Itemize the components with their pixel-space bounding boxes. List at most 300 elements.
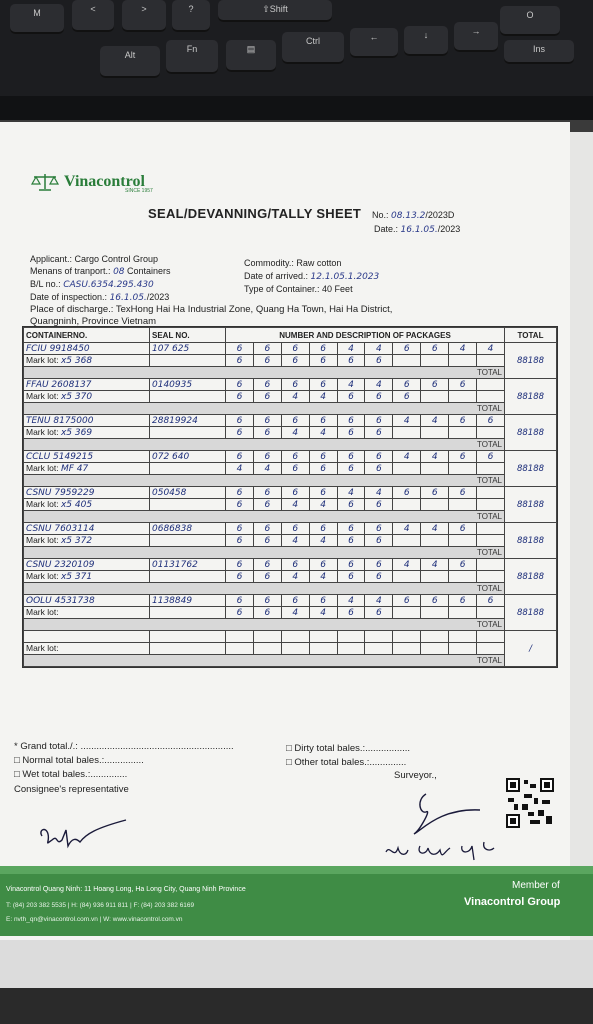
seal-extra xyxy=(150,535,226,547)
package-count: 4 xyxy=(337,595,365,607)
table-row xyxy=(24,343,557,355)
package-count: 6 xyxy=(337,559,365,571)
header-container: CONTAINERNO. xyxy=(24,328,150,343)
package-count: 6 xyxy=(477,451,505,463)
key-ins[interactable]: Ins xyxy=(504,40,574,64)
package-count: 6 xyxy=(253,427,281,439)
table-row xyxy=(24,487,557,499)
package-count xyxy=(477,463,505,475)
package-count xyxy=(449,607,477,619)
package-count: 4 xyxy=(393,451,421,463)
package-count xyxy=(449,355,477,367)
row-total-value: 88188 xyxy=(505,451,557,487)
row-total-value: 88188 xyxy=(505,487,557,523)
key-down[interactable]: ↓ xyxy=(404,26,448,56)
row-total-value: / xyxy=(505,631,557,667)
package-count xyxy=(337,643,365,655)
container-number: FCIU 9918450 xyxy=(24,343,150,355)
key-period[interactable]: > xyxy=(122,0,166,32)
package-count xyxy=(421,355,449,367)
package-count: 6 xyxy=(281,379,309,391)
package-count: 6 xyxy=(253,487,281,499)
package-count xyxy=(393,463,421,475)
discharge-place: Place of discharge.: TexHong Hai Ha Industrial Zone, Quang Ha Town, Hai Ha District, xyxy=(30,304,393,315)
logo-since: SINCE 1957 xyxy=(125,188,153,194)
package-count: 4 xyxy=(281,499,309,511)
container-number: OOLU 4531738 xyxy=(24,595,150,607)
package-count xyxy=(281,631,309,643)
package-count xyxy=(393,499,421,511)
package-count xyxy=(477,559,505,571)
package-count: 4 xyxy=(421,415,449,427)
package-count xyxy=(393,427,421,439)
package-count: 6 xyxy=(309,415,337,427)
seal-extra xyxy=(150,643,226,655)
table-row xyxy=(24,379,557,391)
package-count: 6 xyxy=(309,595,337,607)
seal-extra xyxy=(150,391,226,403)
mark-lot: Mark lot: x5 371 xyxy=(24,571,150,583)
mark-lot: Mark lot: xyxy=(24,607,150,619)
package-count xyxy=(421,535,449,547)
key-slash[interactable]: ? xyxy=(172,0,210,32)
key-o[interactable]: O xyxy=(500,6,560,36)
container-number xyxy=(24,631,150,643)
seal-number: 28819924 xyxy=(150,415,226,427)
package-count: 6 xyxy=(421,595,449,607)
package-count: 4 xyxy=(421,523,449,535)
container-number: TENU 8175000 xyxy=(24,415,150,427)
total-label: TOTAL xyxy=(24,547,505,559)
package-count: 6 xyxy=(309,355,337,367)
seal-number: 0686838 xyxy=(150,523,226,535)
package-count xyxy=(421,391,449,403)
package-count xyxy=(477,355,505,367)
key-m[interactable]: M xyxy=(10,4,64,34)
package-count xyxy=(226,643,254,655)
total-label: TOTAL xyxy=(24,583,505,595)
seal-extra xyxy=(150,427,226,439)
table-row xyxy=(24,547,557,559)
package-count: 6 xyxy=(226,487,254,499)
container-number: CCLU 5149215 xyxy=(24,451,150,463)
row-total-value: 88188 xyxy=(505,559,557,595)
package-count xyxy=(449,631,477,643)
package-count: 6 xyxy=(309,559,337,571)
package-count xyxy=(477,427,505,439)
package-count: 6 xyxy=(309,487,337,499)
package-count: 6 xyxy=(449,559,477,571)
applicant: Applicant.: Cargo Control Group xyxy=(30,254,159,264)
package-count xyxy=(393,607,421,619)
package-count xyxy=(337,631,365,643)
mark-lot: Mark lot: x5 372 xyxy=(24,535,150,547)
row-total-value: 88188 xyxy=(505,379,557,415)
package-count: 6 xyxy=(226,571,254,583)
package-count: 6 xyxy=(226,451,254,463)
package-count: 4 xyxy=(337,487,365,499)
package-count: 4 xyxy=(477,343,505,355)
package-count xyxy=(226,631,254,643)
package-count: 6 xyxy=(281,451,309,463)
table-row xyxy=(24,403,557,415)
band-accent xyxy=(0,866,593,874)
key-alt[interactable]: Alt xyxy=(100,46,160,78)
container-number: CSNU 7959229 xyxy=(24,487,150,499)
package-count xyxy=(477,643,505,655)
header-seal: SEAL NO. xyxy=(150,328,226,343)
package-count xyxy=(393,571,421,583)
package-count xyxy=(393,535,421,547)
package-count: 6 xyxy=(337,427,365,439)
package-count: 4 xyxy=(393,415,421,427)
total-label: TOTAL xyxy=(24,367,505,379)
package-count: 6 xyxy=(449,487,477,499)
seal-extra xyxy=(150,463,226,475)
package-count: 6 xyxy=(393,343,421,355)
inspection-date: Date of inspection.: 16.1.05./2023 xyxy=(30,292,170,303)
package-count xyxy=(421,427,449,439)
package-count: 6 xyxy=(365,535,393,547)
document-number: No.: 08.13.2/2023D xyxy=(372,210,455,221)
package-count: 6 xyxy=(281,355,309,367)
row-total-value: 88188 xyxy=(505,523,557,559)
package-count: 6 xyxy=(421,379,449,391)
package-count xyxy=(477,523,505,535)
member-of-label: Member of xyxy=(512,880,560,891)
package-count: 6 xyxy=(365,499,393,511)
package-count: 6 xyxy=(281,343,309,355)
package-count: 6 xyxy=(449,415,477,427)
package-count: 6 xyxy=(365,463,393,475)
package-count: 4 xyxy=(309,535,337,547)
surveyor-label: Surveyor., xyxy=(394,770,437,781)
package-count: 6 xyxy=(226,559,254,571)
package-count: 6 xyxy=(421,487,449,499)
package-count xyxy=(309,643,337,655)
container-number: CSNU 7603114 xyxy=(24,523,150,535)
package-count: 6 xyxy=(281,415,309,427)
package-count: 4 xyxy=(281,427,309,439)
table-row xyxy=(24,367,557,379)
dirty-bales: □ Dirty total bales.:................. xyxy=(286,743,411,754)
package-count: 4 xyxy=(337,343,365,355)
table-row xyxy=(24,595,557,607)
table-row xyxy=(24,451,557,463)
table-row xyxy=(24,655,557,667)
package-count: 6 xyxy=(281,595,309,607)
seal-extra xyxy=(150,355,226,367)
package-count: 6 xyxy=(337,391,365,403)
package-count: 4 xyxy=(281,571,309,583)
package-count: 4 xyxy=(365,343,393,355)
package-count xyxy=(421,571,449,583)
package-count: 6 xyxy=(253,355,281,367)
package-count: 6 xyxy=(226,595,254,607)
package-count: 6 xyxy=(253,379,281,391)
header-total: TOTAL xyxy=(505,328,557,343)
package-count xyxy=(421,607,449,619)
table-row xyxy=(24,607,557,619)
package-count: 4 xyxy=(365,595,393,607)
package-count: 6 xyxy=(337,607,365,619)
package-count: 6 xyxy=(337,415,365,427)
package-count: 4 xyxy=(281,535,309,547)
package-count: 6 xyxy=(337,571,365,583)
package-count xyxy=(449,643,477,655)
tally-table xyxy=(22,326,558,668)
package-count: 6 xyxy=(337,463,365,475)
package-count: 6 xyxy=(393,391,421,403)
header-packages: NUMBER AND DESCRIPTION OF PACKAGES xyxy=(226,328,505,343)
package-count: 6 xyxy=(226,523,254,535)
package-count: 6 xyxy=(477,415,505,427)
package-count: 4 xyxy=(365,379,393,391)
row-total-value: 88188 xyxy=(505,343,557,379)
mark-lot: Mark lot: xyxy=(24,643,150,655)
package-count xyxy=(477,391,505,403)
package-count xyxy=(449,571,477,583)
table-row xyxy=(24,643,557,655)
table-row xyxy=(24,475,557,487)
package-count xyxy=(477,499,505,511)
package-count: 6 xyxy=(226,391,254,403)
package-count: 6 xyxy=(226,379,254,391)
package-count: 6 xyxy=(393,379,421,391)
package-count: 6 xyxy=(309,343,337,355)
laptop-keyboard xyxy=(0,0,593,120)
table-row xyxy=(24,631,557,643)
package-count: 6 xyxy=(309,463,337,475)
key-right[interactable]: → xyxy=(454,22,498,52)
package-count: 4 xyxy=(309,607,337,619)
table-row xyxy=(24,391,557,403)
package-count: 6 xyxy=(253,559,281,571)
key-comma[interactable]: < xyxy=(72,0,114,32)
package-count xyxy=(477,571,505,583)
bl-number: B/L no.: CASU.6354.295.430 xyxy=(30,279,154,290)
logo-text: Vinacontrol xyxy=(64,173,145,190)
package-count: 6 xyxy=(477,595,505,607)
table-row xyxy=(24,355,557,367)
total-label: TOTAL xyxy=(24,439,505,451)
package-count: 6 xyxy=(253,451,281,463)
tally-grid xyxy=(23,327,557,667)
package-count xyxy=(253,643,281,655)
package-count: 6 xyxy=(281,487,309,499)
total-label: TOTAL xyxy=(24,403,505,415)
seal-number: 01131762 xyxy=(150,559,226,571)
total-label: TOTAL xyxy=(24,655,505,667)
mark-lot: Mark lot: x5 368 xyxy=(24,355,150,367)
package-count: 6 xyxy=(365,427,393,439)
package-count: 4 xyxy=(337,379,365,391)
total-label: TOTAL xyxy=(24,475,505,487)
company-phones: T: (84) 203 382 5535 | H: (84) 936 911 811 | F: (84) 203 382 6169 xyxy=(6,902,195,909)
means-of-transport: Menans of tranport.: 08 Containers xyxy=(30,266,171,277)
total-label: TOTAL xyxy=(24,511,505,523)
package-count: 4 xyxy=(281,607,309,619)
package-count: 4 xyxy=(365,487,393,499)
package-count xyxy=(421,499,449,511)
package-count: 6 xyxy=(309,379,337,391)
package-count: 6 xyxy=(449,379,477,391)
company-address: Vinacontrol Quang Ninh: 11 Hoang Long, Ha Long City, Quang Ninh Province xyxy=(6,886,246,893)
package-count: 4 xyxy=(309,571,337,583)
package-count xyxy=(449,463,477,475)
package-count: 6 xyxy=(365,559,393,571)
package-count: 6 xyxy=(365,523,393,535)
grand-total: * Grand total./.: .......................................................... xyxy=(14,741,234,752)
package-count: 6 xyxy=(226,343,254,355)
table-row xyxy=(24,535,557,547)
mark-lot: Mark lot: x5 369 xyxy=(24,427,150,439)
package-count: 6 xyxy=(226,415,254,427)
package-count: 6 xyxy=(337,535,365,547)
package-count: 6 xyxy=(253,523,281,535)
mark-lot: Mark lot: MF 47 xyxy=(24,463,150,475)
key-fn[interactable]: Fn xyxy=(166,40,218,74)
package-count: 4 xyxy=(281,391,309,403)
table-row xyxy=(24,619,557,631)
package-count: 6 xyxy=(281,559,309,571)
seal-extra xyxy=(150,499,226,511)
table-row xyxy=(24,427,557,439)
package-count: 6 xyxy=(337,355,365,367)
package-count: 4 xyxy=(421,559,449,571)
normal-bales: □ Normal total bales.:............... xyxy=(14,755,144,766)
package-count xyxy=(449,499,477,511)
package-count: 4 xyxy=(309,499,337,511)
container-type: Type of Container.: 40 Feet xyxy=(244,284,353,294)
package-count: 6 xyxy=(365,391,393,403)
package-count: 4 xyxy=(393,523,421,535)
commodity: Commodity.: Raw cotton xyxy=(244,258,342,268)
mark-lot: Mark lot: x5 405 xyxy=(24,499,150,511)
document-title: SEAL/DEVANNING/TALLY SHEET xyxy=(148,206,362,221)
wet-bales: □ Wet total bales.:.............. xyxy=(14,769,128,780)
table-row xyxy=(24,499,557,511)
keyboard-edge xyxy=(0,96,593,120)
package-count xyxy=(421,631,449,643)
table-row xyxy=(24,523,557,535)
row-total-value: 88188 xyxy=(505,415,557,451)
package-count: 4 xyxy=(309,391,337,403)
package-count: 6 xyxy=(449,523,477,535)
package-count: 6 xyxy=(226,535,254,547)
package-count xyxy=(477,631,505,643)
package-count xyxy=(477,379,505,391)
package-count: 6 xyxy=(449,451,477,463)
seal-number: 1138849 xyxy=(150,595,226,607)
package-count: 6 xyxy=(337,523,365,535)
package-count: 6 xyxy=(253,571,281,583)
table-row xyxy=(24,583,557,595)
table-row xyxy=(24,415,557,427)
package-count: 6 xyxy=(365,451,393,463)
company-web: E: nvth_qn@vinacontrol.com.vn | W: www.vinacontrol.com.vn xyxy=(6,916,183,923)
mark-lot: Mark lot: x5 370 xyxy=(24,391,150,403)
package-count: 6 xyxy=(226,355,254,367)
key-menu[interactable]: ▤ xyxy=(226,40,276,72)
discharge-province: Quangninh, Province Vietnam xyxy=(30,316,157,327)
key-left[interactable]: ← xyxy=(350,28,398,58)
key-shift[interactable]: ⇧Shift xyxy=(218,0,332,22)
qr-code-icon xyxy=(504,776,556,830)
package-count: 4 xyxy=(253,463,281,475)
package-count: 6 xyxy=(393,595,421,607)
package-count xyxy=(365,631,393,643)
package-count: 6 xyxy=(253,535,281,547)
document-date: Date.: 16.1.05./2023 xyxy=(374,224,461,235)
package-count xyxy=(253,631,281,643)
package-count xyxy=(477,487,505,499)
table-row xyxy=(24,559,557,571)
table-row xyxy=(24,463,557,475)
package-count xyxy=(309,631,337,643)
package-count: 6 xyxy=(226,427,254,439)
package-count: 4 xyxy=(309,427,337,439)
package-count xyxy=(393,643,421,655)
package-count: 6 xyxy=(281,523,309,535)
container-number: CSNU 2320109 xyxy=(24,559,150,571)
package-count xyxy=(393,355,421,367)
table-row xyxy=(24,571,557,583)
seal-extra xyxy=(150,607,226,619)
package-count: 6 xyxy=(253,343,281,355)
scales-icon xyxy=(30,172,60,192)
seal-number: 107 625 xyxy=(150,343,226,355)
package-count xyxy=(281,643,309,655)
arrival-date: Date of arrived.: 12.1.05.1.2023 xyxy=(244,271,380,282)
package-count: 4 xyxy=(393,559,421,571)
package-count xyxy=(421,643,449,655)
package-count xyxy=(449,391,477,403)
other-bales: □ Other total bales.:.............. xyxy=(286,757,407,768)
surveyor-signature xyxy=(380,790,510,870)
package-count: 6 xyxy=(365,607,393,619)
table-row xyxy=(24,439,557,451)
package-count: 6 xyxy=(449,595,477,607)
package-count: 4 xyxy=(449,343,477,355)
total-label: TOTAL xyxy=(24,619,505,631)
package-count: 6 xyxy=(253,595,281,607)
package-count: 6 xyxy=(253,607,281,619)
seal-extra xyxy=(150,571,226,583)
key-ctrl[interactable]: Ctrl xyxy=(282,32,344,64)
package-count: 6 xyxy=(309,523,337,535)
consignee-label: Consignee's representative xyxy=(14,784,129,795)
package-count: 6 xyxy=(365,355,393,367)
package-count: 6 xyxy=(253,391,281,403)
consignee-signature xyxy=(36,816,136,856)
paper-stack-edge xyxy=(0,940,593,988)
package-count xyxy=(449,535,477,547)
seal-number: 072 640 xyxy=(150,451,226,463)
package-count: 6 xyxy=(337,451,365,463)
seal-number: 050458 xyxy=(150,487,226,499)
package-count: 6 xyxy=(226,499,254,511)
package-count: 4 xyxy=(421,451,449,463)
package-count: 6 xyxy=(253,499,281,511)
package-count: 6 xyxy=(309,451,337,463)
package-count: 6 xyxy=(393,487,421,499)
package-count: 6 xyxy=(253,415,281,427)
package-count xyxy=(449,427,477,439)
container-number: FFAU 2608137 xyxy=(24,379,150,391)
package-count xyxy=(393,631,421,643)
seal-number xyxy=(150,631,226,643)
